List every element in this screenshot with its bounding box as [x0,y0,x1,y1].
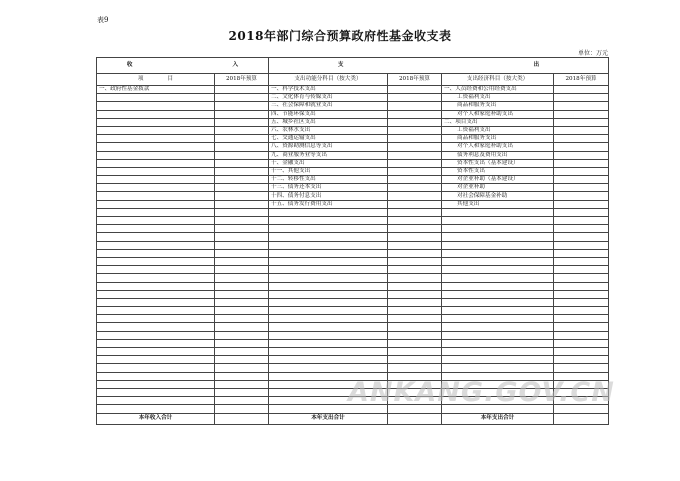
empty-cell [442,266,554,274]
blank-row [97,274,609,282]
empty-cell [215,208,269,216]
empty-cell [97,282,215,290]
empty-cell [215,266,269,274]
empty-cell [388,241,442,249]
watermark: ANKANG.GOV.CN [348,377,615,408]
empty-cell [97,397,215,405]
table-row [97,143,609,151]
empty-cell [388,348,442,356]
empty-cell [215,290,269,298]
func-budget-value [388,94,442,102]
blank-row [97,217,609,225]
func-budget-value [388,86,442,94]
blank-row [97,290,609,298]
income-total-label: 本年收入合计 [97,413,215,424]
empty-cell [388,274,442,282]
table-row [97,126,609,134]
empty-cell [215,372,269,380]
table-row [97,200,609,208]
econ-item: 商品和服务支出 [442,102,554,110]
budget-table [96,57,609,425]
income-header-char2: 入 [232,62,239,68]
header-row-columns [97,74,609,86]
table-row [97,184,609,192]
unit-label: 单位：万元 [577,50,608,57]
blank-row [97,257,609,265]
empty-cell [215,356,269,364]
empty-cell [215,348,269,356]
expense-header [269,58,609,74]
econ-budget-value [554,200,609,208]
blank-row [97,208,609,216]
func-item: 十一、其他支出 [269,167,388,175]
econ-budget-value [554,118,609,126]
empty-cell [554,364,609,372]
func-item: 六、农林水支出 [269,126,388,134]
empty-cell [215,249,269,257]
func-budget-value [388,159,442,167]
empty-cell [97,208,215,216]
empty-cell [215,380,269,388]
empty-cell [97,364,215,372]
income-budget-value [215,102,269,110]
econ-budget-value [554,167,609,175]
empty-cell [269,217,388,225]
empty-cell [97,307,215,315]
empty-cell [269,225,388,233]
empty-cell [554,323,609,331]
col-func-budget-header: 2018年预算 [388,74,442,86]
income-budget-value [215,176,269,184]
func-item: 十、金融支出 [269,159,388,167]
empty-cell [442,331,554,339]
empty-cell [215,339,269,347]
blank-row [97,356,609,364]
blank-row [97,225,609,233]
empty-cell [215,315,269,323]
func-total-label: 本年支出合计 [269,413,388,424]
empty-cell [269,315,388,323]
econ-item: 对个人和家庭补助支出 [442,143,554,151]
econ-budget-value [554,184,609,192]
blank-row [97,266,609,274]
empty-cell [215,323,269,331]
income-item [97,110,215,118]
func-item: 一、科学技术支出 [269,86,388,94]
empty-cell [442,356,554,364]
empty-cell [215,217,269,225]
table-row [97,167,609,175]
empty-cell [554,233,609,241]
income-item [97,143,215,151]
econ-item: 资本性支出 [442,167,554,175]
empty-cell [97,331,215,339]
empty-cell [388,331,442,339]
empty-cell [388,364,442,372]
empty-cell [388,339,442,347]
empty-cell [97,225,215,233]
econ-total-value [554,413,609,424]
income-total-value [215,413,269,424]
econ-item: 对企业补助 [442,184,554,192]
econ-budget-value [554,135,609,143]
func-budget-value [388,102,442,110]
econ-budget-value [554,176,609,184]
income-budget-value [215,94,269,102]
empty-cell [97,217,215,225]
empty-cell [442,225,554,233]
empty-cell [97,339,215,347]
econ-item: 对社会保障基金补助 [442,192,554,200]
income-item [97,94,215,102]
empty-cell [442,233,554,241]
col-item-char1: 项 [137,76,144,82]
empty-cell [388,249,442,257]
func-item: 四、节能环保支出 [269,110,388,118]
income-item [97,118,215,126]
header-row-main [97,58,609,74]
func-budget-value [388,118,442,126]
empty-cell [554,225,609,233]
income-budget-value [215,192,269,200]
blank-row [97,307,609,315]
empty-cell [97,257,215,265]
empty-cell [97,380,215,388]
income-item [97,176,215,184]
income-budget-value [215,200,269,208]
income-budget-value [215,135,269,143]
econ-item: 其他支出 [442,200,554,208]
empty-cell [554,290,609,298]
empty-cell [97,233,215,241]
income-item [97,167,215,175]
func-item: 十五、债务发行费用支出 [269,200,388,208]
table-row [97,94,609,102]
empty-cell [442,282,554,290]
func-budget-value [388,151,442,159]
econ-item: 工资福利支出 [442,94,554,102]
empty-cell [442,364,554,372]
empty-cell [97,372,215,380]
econ-item: 债务利息及费用支出 [442,151,554,159]
empty-cell [269,233,388,241]
func-item: 十四、债务付息支出 [269,192,388,200]
empty-cell [215,233,269,241]
empty-cell [269,356,388,364]
empty-cell [388,356,442,364]
income-budget-value [215,184,269,192]
func-item: 十二、转移性支出 [269,176,388,184]
empty-cell [97,405,215,413]
empty-cell [442,208,554,216]
empty-cell [97,249,215,257]
income-item [97,126,215,134]
blank-row [97,323,609,331]
econ-budget-value [554,151,609,159]
empty-cell [554,298,609,306]
func-item: 五、城乡社区支出 [269,118,388,126]
col-item-header [97,74,215,86]
func-budget-value [388,192,442,200]
empty-cell [442,307,554,315]
col-income-budget-header: 2018年预算 [215,74,269,86]
empty-cell [388,208,442,216]
empty-cell [97,348,215,356]
table-row [97,86,609,94]
income-item [97,184,215,192]
empty-cell [442,249,554,257]
empty-cell [97,323,215,331]
empty-cell [269,307,388,315]
empty-cell [269,364,388,372]
empty-cell [97,241,215,249]
func-item: 十三、债务还本支出 [269,184,388,192]
income-budget-value [215,118,269,126]
econ-item: 对个人和家庭补助支出 [442,110,554,118]
blank-row [97,233,609,241]
empty-cell [388,257,442,265]
empty-cell [554,331,609,339]
econ-budget-value [554,110,609,118]
empty-cell [97,315,215,323]
table-row [97,192,609,200]
expense-header-char1: 支 [337,62,344,68]
func-budget-value [388,200,442,208]
table-row [97,110,609,118]
empty-cell [269,290,388,298]
empty-cell [215,397,269,405]
col-econ-budget-header: 2018年预算 [554,74,609,86]
empty-cell [442,217,554,225]
func-item: 八、资源勘测信息等支出 [269,143,388,151]
col-item-char2: 目 [167,76,174,82]
blank-row [97,348,609,356]
func-budget-value [388,176,442,184]
empty-cell [388,307,442,315]
empty-cell [269,208,388,216]
empty-cell [554,208,609,216]
expense-header-char2: 出 [533,62,540,68]
empty-cell [442,298,554,306]
empty-cell [554,257,609,265]
func-budget-value [388,143,442,151]
empty-cell [554,249,609,257]
empty-cell [269,257,388,265]
econ-budget-value [554,126,609,134]
empty-cell [215,307,269,315]
income-item [97,151,215,159]
empty-cell [388,298,442,306]
income-item [97,159,215,167]
empty-cell [554,307,609,315]
func-item: 七、交通运输支出 [269,135,388,143]
econ-item: 资本性支出（基本建设） [442,159,554,167]
income-item [97,200,215,208]
income-budget-value [215,159,269,167]
empty-cell [388,282,442,290]
empty-cell [269,282,388,290]
func-budget-value [388,110,442,118]
blank-row [97,298,609,306]
econ-total-label: 本年支出合计 [442,413,554,424]
empty-cell [554,282,609,290]
empty-cell [442,241,554,249]
empty-cell [97,298,215,306]
econ-budget-value [554,159,609,167]
empty-cell [388,233,442,241]
blank-row [97,282,609,290]
table-row [97,135,609,143]
econ-item: 二、项目支出 [442,118,554,126]
econ-item: 一、人员经费和公用经费支出 [442,86,554,94]
page-title: 2018年部门综合预算政府性基金收支表 [228,29,452,43]
empty-cell [442,339,554,347]
empty-cell [97,356,215,364]
empty-cell [554,274,609,282]
blank-row [97,249,609,257]
empty-cell [215,405,269,413]
empty-cell [215,331,269,339]
empty-cell [442,315,554,323]
income-item [97,102,215,110]
func-budget-value [388,167,442,175]
empty-cell [269,249,388,257]
empty-cell [554,241,609,249]
econ-budget-value [554,94,609,102]
empty-cell [269,266,388,274]
income-header-char1: 收 [126,62,133,68]
empty-cell [442,290,554,298]
empty-cell [442,257,554,265]
blank-row [97,339,609,347]
table-row [97,102,609,110]
empty-cell [554,266,609,274]
income-budget-value [215,151,269,159]
empty-cell [97,266,215,274]
empty-cell [388,266,442,274]
col-econ-header: 支出经济科目（按大类） [442,74,554,86]
empty-cell [388,225,442,233]
income-item [97,135,215,143]
empty-cell [554,339,609,347]
empty-cell [269,274,388,282]
table-row [97,159,609,167]
econ-item: 对企业补助（基本建设） [442,176,554,184]
empty-cell [269,348,388,356]
func-total-value [388,413,442,424]
empty-cell [215,241,269,249]
empty-cell [269,339,388,347]
total-row [97,413,609,424]
empty-cell [97,274,215,282]
empty-cell [269,298,388,306]
empty-cell [388,315,442,323]
empty-cell [554,217,609,225]
empty-cell [442,274,554,282]
table-row [97,118,609,126]
income-budget-value [215,167,269,175]
empty-cell [269,331,388,339]
income-item: 一、政府性基金拨款 [97,86,215,94]
econ-budget-value [554,143,609,151]
func-budget-value [388,184,442,192]
empty-cell [554,356,609,364]
col-func-header: 支出功能分科目（按大类） [269,74,388,86]
empty-cell [269,323,388,331]
econ-budget-value [554,86,609,94]
econ-item: 工资福利支出 [442,126,554,134]
blank-row [97,331,609,339]
func-budget-value [388,135,442,143]
empty-cell [554,348,609,356]
income-budget-value [215,143,269,151]
empty-cell [442,348,554,356]
empty-cell [554,315,609,323]
empty-cell [215,225,269,233]
table-number: 表9 [97,16,109,24]
income-header [97,58,269,74]
empty-cell [269,241,388,249]
func-budget-value [388,126,442,134]
econ-budget-value [554,192,609,200]
econ-budget-value [554,102,609,110]
empty-cell [215,364,269,372]
empty-cell [215,257,269,265]
func-item: 二、文化体育与传媒支出 [269,94,388,102]
income-budget-value [215,126,269,134]
blank-row [97,241,609,249]
empty-cell [388,290,442,298]
empty-cell [388,323,442,331]
empty-cell [215,282,269,290]
empty-cell [97,388,215,396]
income-budget-value [215,110,269,118]
econ-item: 商品和服务支出 [442,135,554,143]
func-item: 三、社会保障和就业支出 [269,102,388,110]
empty-cell [215,388,269,396]
empty-cell [442,323,554,331]
empty-cell [215,274,269,282]
blank-row [97,364,609,372]
table-row [97,176,609,184]
empty-cell [388,217,442,225]
empty-cell [215,298,269,306]
income-budget-value [215,86,269,94]
income-item [97,192,215,200]
blank-row [97,315,609,323]
empty-cell [97,290,215,298]
table-row [97,151,609,159]
func-item: 九、商业服务业等支出 [269,151,388,159]
